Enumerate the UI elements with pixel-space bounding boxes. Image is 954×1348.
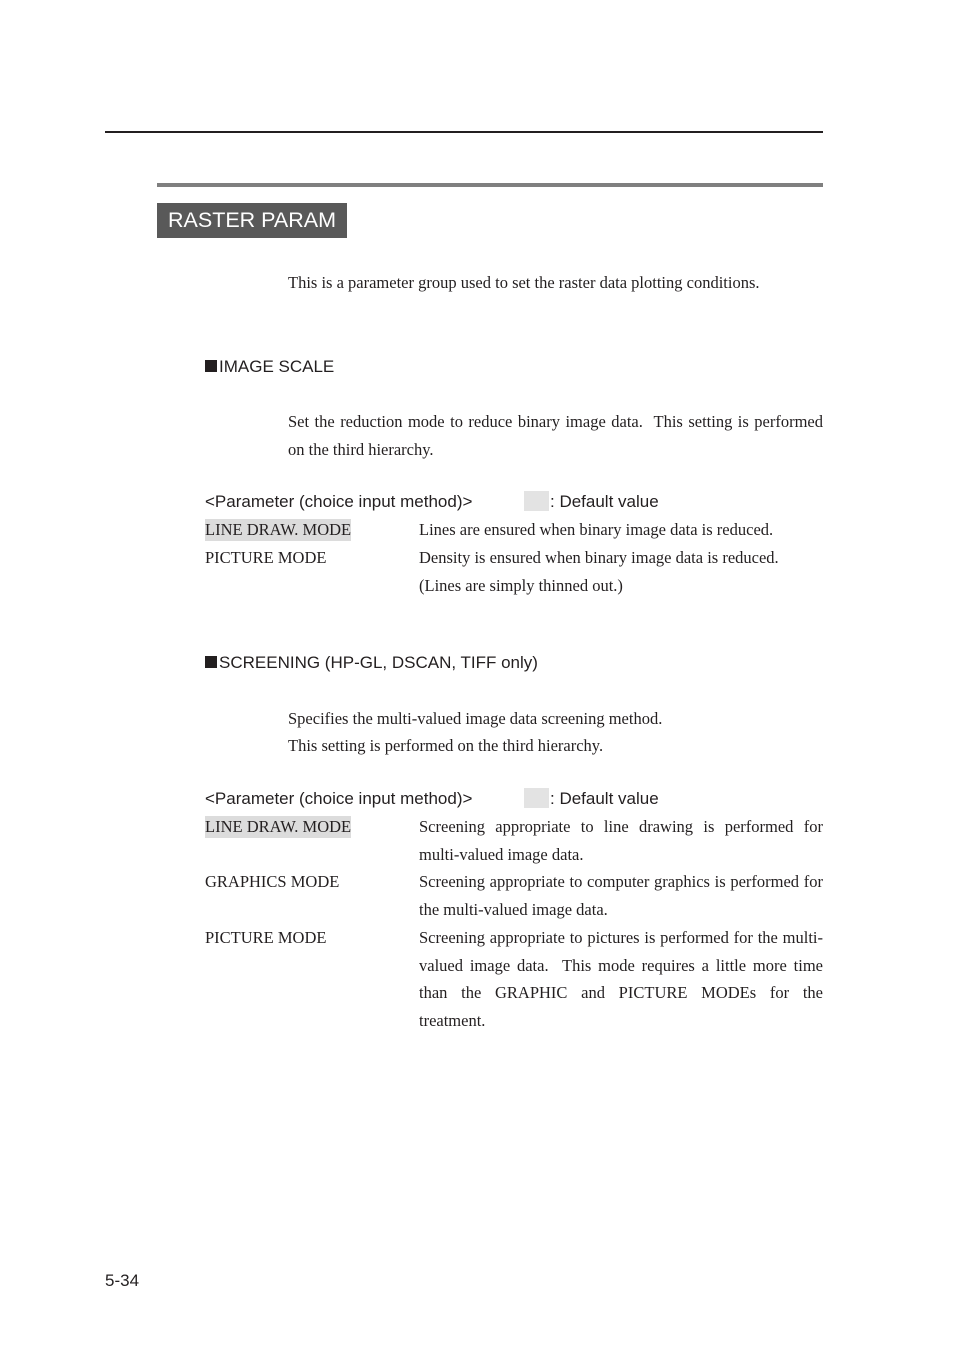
image-scale-term-picture: PICTURE MODE	[205, 548, 327, 567]
screening-term-line-draw: LINE DRAW. MODE	[205, 817, 352, 836]
section-rule	[157, 183, 823, 187]
image-scale-desc-picture: Density is ensured when binary image data is reduced. (Lines are simply thinned out.)	[419, 548, 779, 595]
screening-description-2: This setting is performed on the third hierarchy.	[288, 736, 604, 755]
image-scale-term-line-draw: LINE DRAW. MODE	[205, 520, 352, 539]
square-bullet-icon	[205, 360, 217, 372]
screening-term-graphics: GRAPHICS MODE	[205, 872, 340, 891]
default-swatch	[524, 491, 549, 511]
screening-description-1: Specifies the multi-valued image data screening method.	[288, 709, 663, 728]
image-scale-heading: IMAGE SCALE	[205, 356, 334, 378]
screening-desc-graphics: Screening appropriate to computer graphics is performed for the multi-valued image data.	[419, 872, 823, 919]
section-intro: This is a parameter group used to set the raster data plotting conditions.	[288, 273, 760, 292]
header-rule	[105, 131, 823, 133]
image-scale-param-header: <Parameter (choice input method)> : Default value	[205, 492, 659, 511]
square-bullet-icon	[205, 656, 217, 668]
page-number: 5-34	[105, 1271, 140, 1290]
section-title: RASTER PARAM	[157, 203, 347, 238]
screening-param-header: <Parameter (choice input method)> : Default value	[205, 789, 659, 808]
screening-desc-line-draw: Screening appropriate to line drawing is performed for multi-valued image data.	[419, 817, 823, 864]
default-swatch	[524, 788, 549, 808]
image-scale-desc-line-draw: Lines are ensured when binary image data is reduced.	[419, 520, 774, 539]
screening-term-picture: PICTURE MODE	[205, 928, 327, 947]
screening-desc-picture: Screening appropriate to pictures is performed for the multi-valued image data. This mode requires a little more time than the GRAPHIC and PICTURE MODEs for the treatment.	[419, 928, 823, 1030]
screening-heading: SCREENING (HP-GL, DSCAN, TIFF only)	[205, 652, 538, 674]
image-scale-description: Set the reduction mode to reduce binary image data. This setting is performed on the third hierarchy.	[288, 412, 823, 459]
